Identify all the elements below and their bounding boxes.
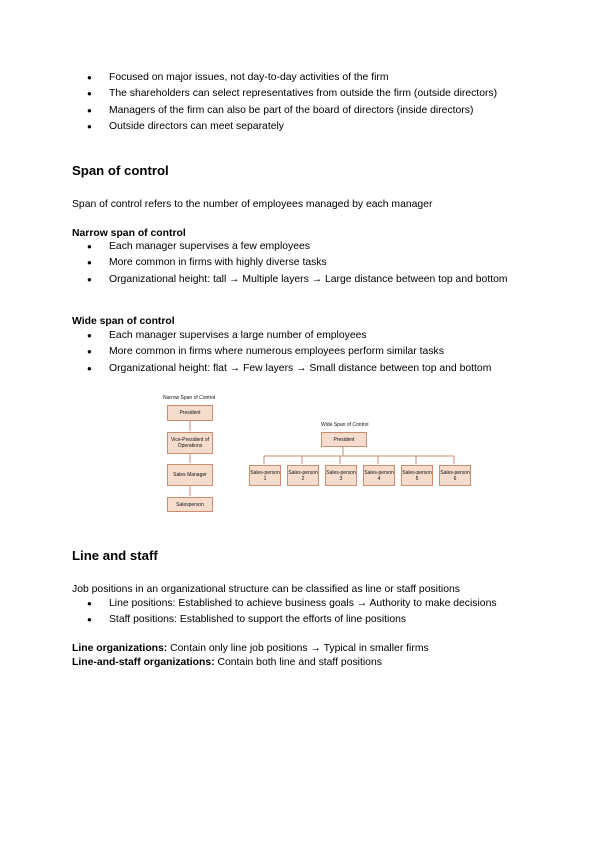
ls-org-label: Line-and-staff organizations: — [72, 657, 215, 668]
wide-span-heading: Wide span of control — [72, 316, 175, 327]
org-box-salesperson: Sales-person 2 — [287, 465, 319, 486]
org-box-president: President — [167, 405, 213, 421]
narrow-span-heading: Narrow span of control — [72, 228, 186, 239]
org-box-vice-president: Vice-President of Operations — [167, 432, 213, 454]
span-of-control-heading: Span of control — [72, 163, 169, 178]
ls-org-text: Contain both line and staff positions — [214, 657, 382, 668]
line-and-staff-heading: Line and staff — [72, 548, 158, 563]
list-item: ● Outside directors can meet separately — [87, 119, 547, 135]
list-item: ● Focused on major issues, not day-to-day activities of the firm — [87, 70, 547, 86]
list-item: ● Each manager supervises a large number of employees — [87, 328, 557, 344]
org-box-salesperson: Sales-person 5 — [401, 465, 433, 486]
list-item: ● Line positions: Established to achieve business goals → Authority to make decisions — [87, 596, 547, 612]
org-box-salesperson: Sales-person 3 — [325, 465, 357, 486]
org-box-salesperson: Sales-person 4 — [363, 465, 395, 486]
list-item: ● Staff positions: Established to support the efforts of line positions — [87, 612, 547, 628]
line-org-text: Contain only line job positions → Typical in smaller firms — [167, 643, 429, 654]
board-bullet-list — [87, 70, 547, 136]
line-and-staff-organizations-definition — [72, 656, 552, 670]
list-item: ● Organizational height: tall → Multiple layers → Large distance between top and bottom — [87, 272, 547, 288]
wide-span-list — [87, 328, 557, 377]
list-item: ● Each manager supervises a few employees — [87, 239, 547, 255]
org-box-salesperson: Sales-person 1 — [249, 465, 281, 486]
line-organizations-definition — [72, 642, 552, 656]
narrow-chart-title: Narrow Span of Control — [163, 395, 216, 401]
list-item: ● The shareholders can select representatives from outside the firm (outside directors) — [87, 86, 547, 102]
span-definition: Span of control refers to the number of employees managed by each manager — [72, 199, 433, 210]
org-box-president: President — [321, 432, 367, 447]
list-item: ● More common in firms where numerous employees perform similar tasks — [87, 344, 557, 360]
list-item: ● Organizational height: flat → Few layers → Small distance between top and bottom — [87, 361, 557, 377]
list-item: ● More common in firms with highly diverse tasks — [87, 255, 547, 271]
org-box-salesperson: Salesperson — [167, 497, 213, 512]
line-org-label: Line organizations: — [72, 643, 168, 654]
list-item: ● Managers of the firm can also be part of the board of directors (inside directors) — [87, 103, 547, 119]
org-box-sales-manager: Sales Manager — [167, 464, 213, 486]
line-staff-list — [87, 596, 547, 629]
line-staff-intro: Job positions in an organizational structure can be classified as line or staff positions — [72, 584, 460, 595]
narrow-span-list — [87, 239, 547, 288]
wide-chart-title: Wide Span of Control — [321, 422, 369, 428]
org-box-salesperson: Sales-person 6 — [439, 465, 471, 486]
